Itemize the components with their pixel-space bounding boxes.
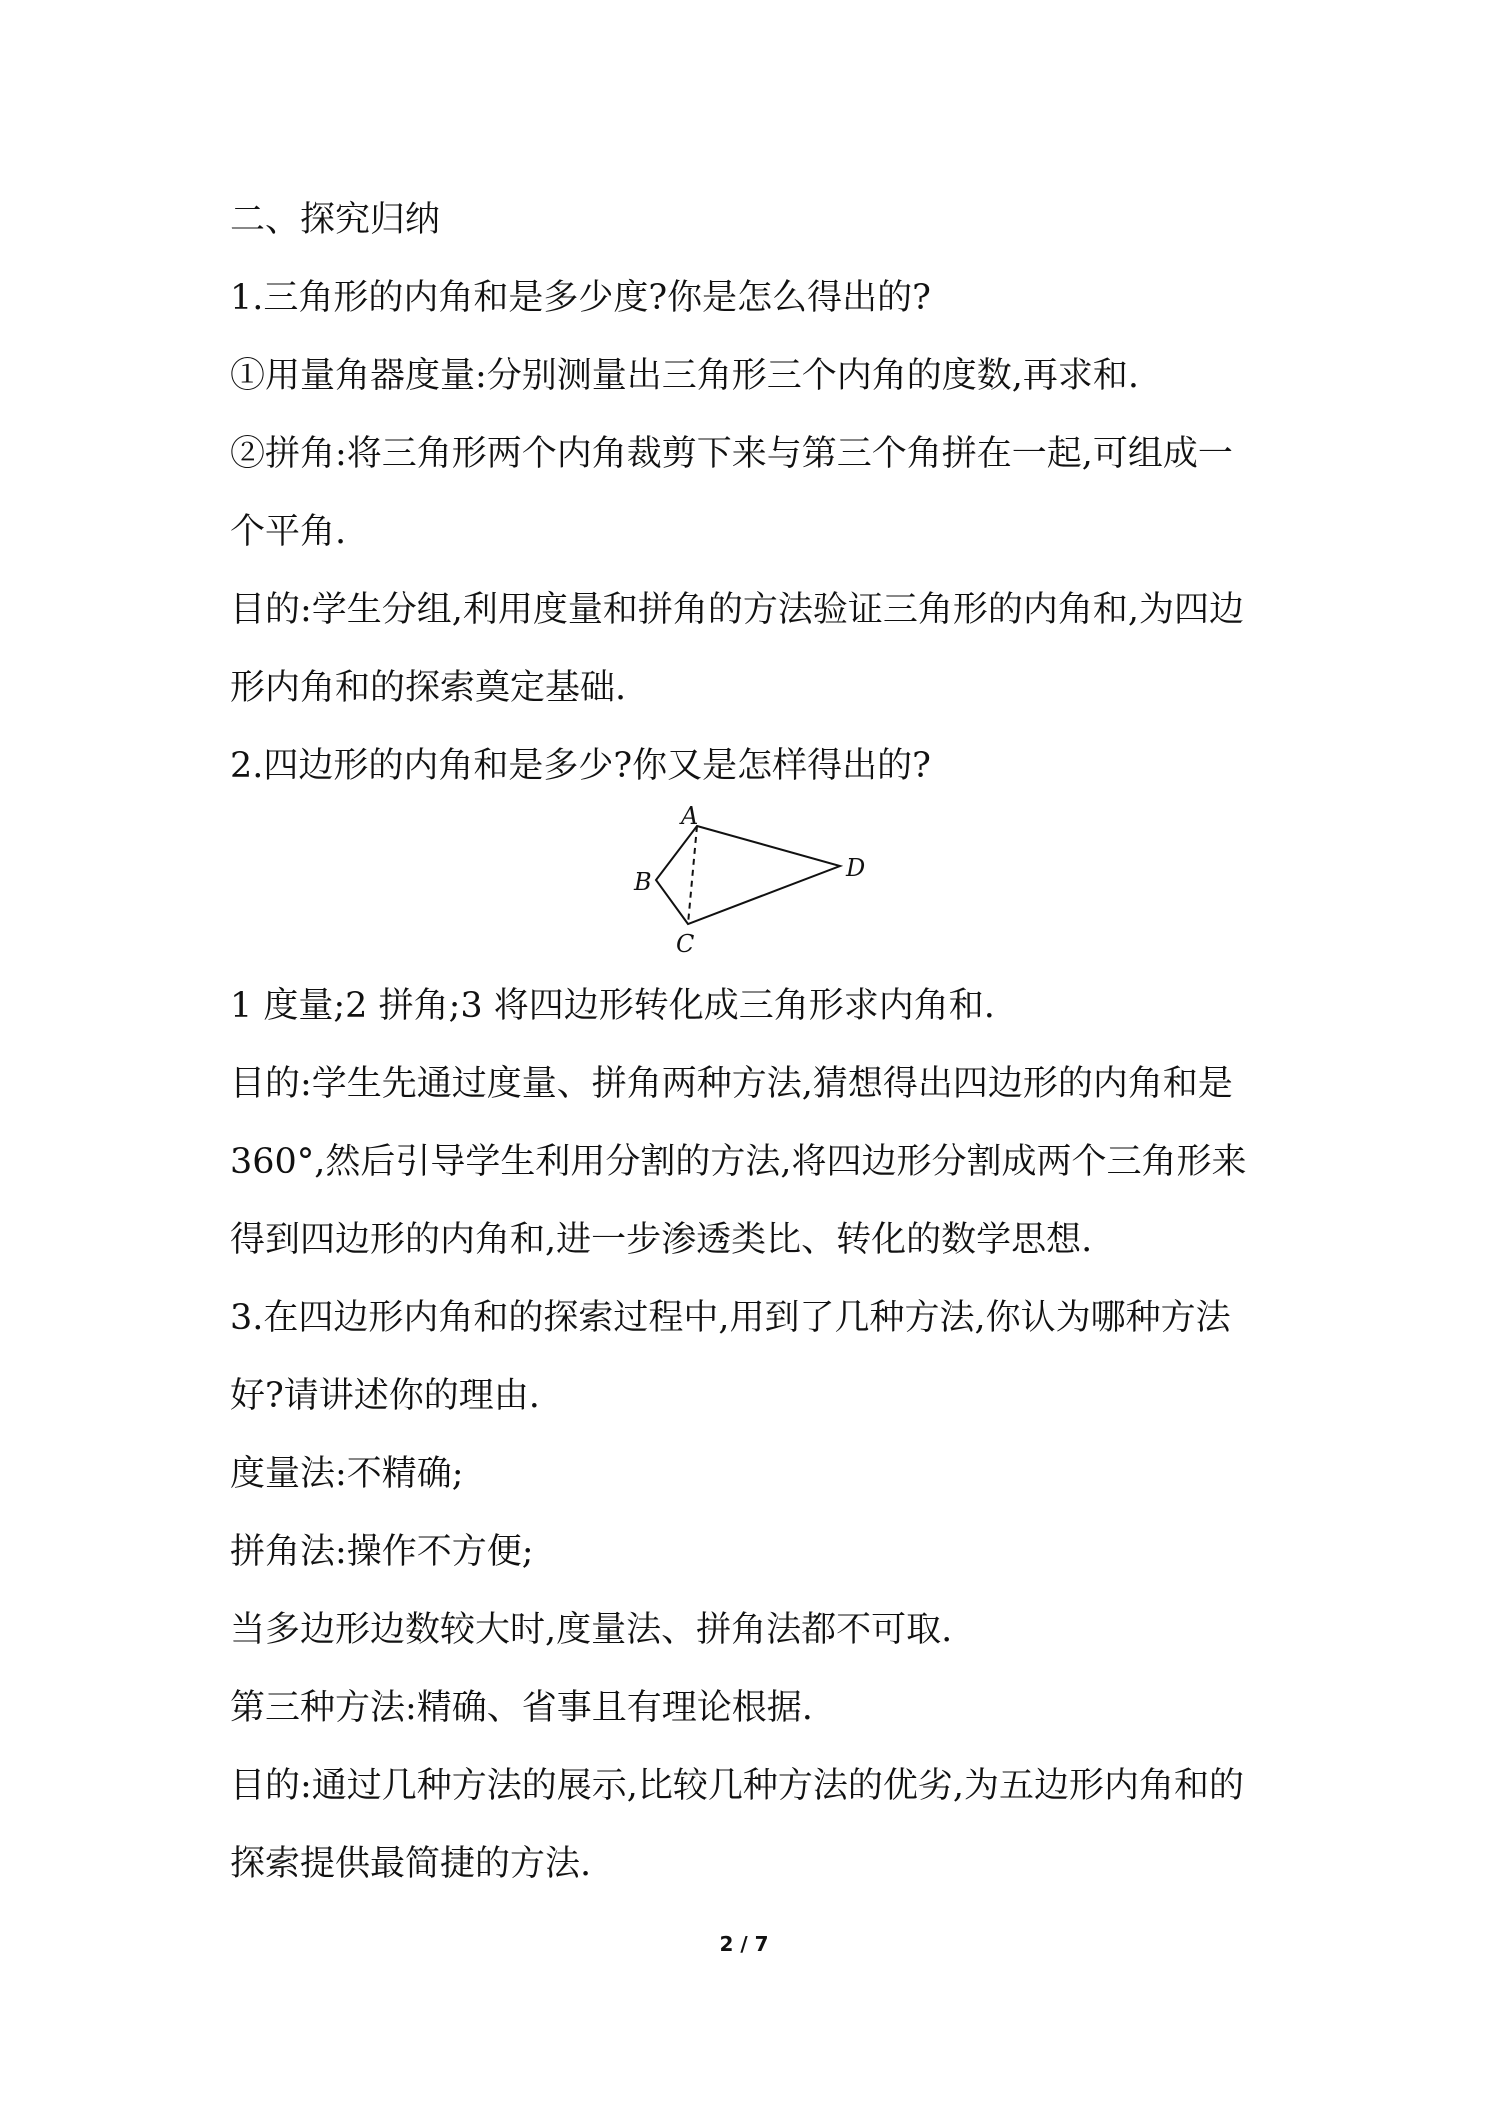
measure-method-comment: 度量法:不精确; bbox=[230, 1454, 464, 1494]
vertex-label-c: C bbox=[676, 930, 695, 956]
vertex-label-a: A bbox=[681, 806, 699, 830]
method-combine-line2: 个平角. bbox=[230, 512, 347, 552]
vertex-label-d: D bbox=[846, 854, 866, 882]
third-method-comment: 第三种方法:精确、省事且有理论根据. bbox=[230, 1688, 813, 1728]
combine-method-comment: 拼角法:操作不方便; bbox=[230, 1532, 534, 1572]
question-2: 2.四边形的内角和是多少?你又是怎样得出的? bbox=[230, 746, 931, 786]
question-3-line1: 3.在四边形内角和的探索过程中,用到了几种方法,你认为哪种方法 bbox=[230, 1298, 1231, 1338]
diagonal-ac bbox=[688, 826, 697, 924]
method-measure: ①用量角器度量:分别测量出三角形三个内角的度数,再求和. bbox=[230, 356, 1140, 396]
quadrilateral-figure bbox=[620, 806, 900, 956]
purpose-2-line2: 360°,然后引导学生利用分割的方法,将四边形分割成两个三角形来 bbox=[230, 1142, 1247, 1182]
purpose-1-line2: 形内角和的探索奠定基础. bbox=[230, 668, 627, 708]
page-number: 2 / 7 bbox=[719, 1932, 769, 1956]
purpose-2-line3: 得到四边形的内角和,进一步渗透类比、转化的数学思想. bbox=[230, 1220, 1093, 1260]
purpose-3-line2: 探索提供最简捷的方法. bbox=[230, 1844, 592, 1884]
purpose-2-line1: 目的:学生先通过度量、拼角两种方法,猜想得出四边形的内角和是 bbox=[230, 1064, 1233, 1104]
purpose-3-line1: 目的:通过几种方法的展示,比较几种方法的优劣,为五边形内角和的 bbox=[230, 1766, 1245, 1806]
methods-summary: 1 度量;2 拼角;3 将四边形转化成三角形求内角和. bbox=[230, 986, 995, 1026]
quadrilateral-outline bbox=[656, 826, 840, 924]
question-1: 1.三角形的内角和是多少度?你是怎么得出的? bbox=[230, 278, 931, 318]
method-combine-line1: ②拼角:将三角形两个内角裁剪下来与第三个角拼在一起,可组成一 bbox=[230, 434, 1233, 474]
section-heading: 二、探究归纳 bbox=[230, 200, 441, 240]
vertex-label-b: B bbox=[634, 868, 652, 896]
question-3-line2: 好?请讲述你的理由. bbox=[230, 1376, 540, 1416]
purpose-1-line1: 目的:学生分组,利用度量和拼角的方法验证三角形的内角和,为四边 bbox=[230, 590, 1245, 630]
polygon-comment: 当多边形边数较大时,度量法、拼角法都不可取. bbox=[230, 1610, 953, 1650]
